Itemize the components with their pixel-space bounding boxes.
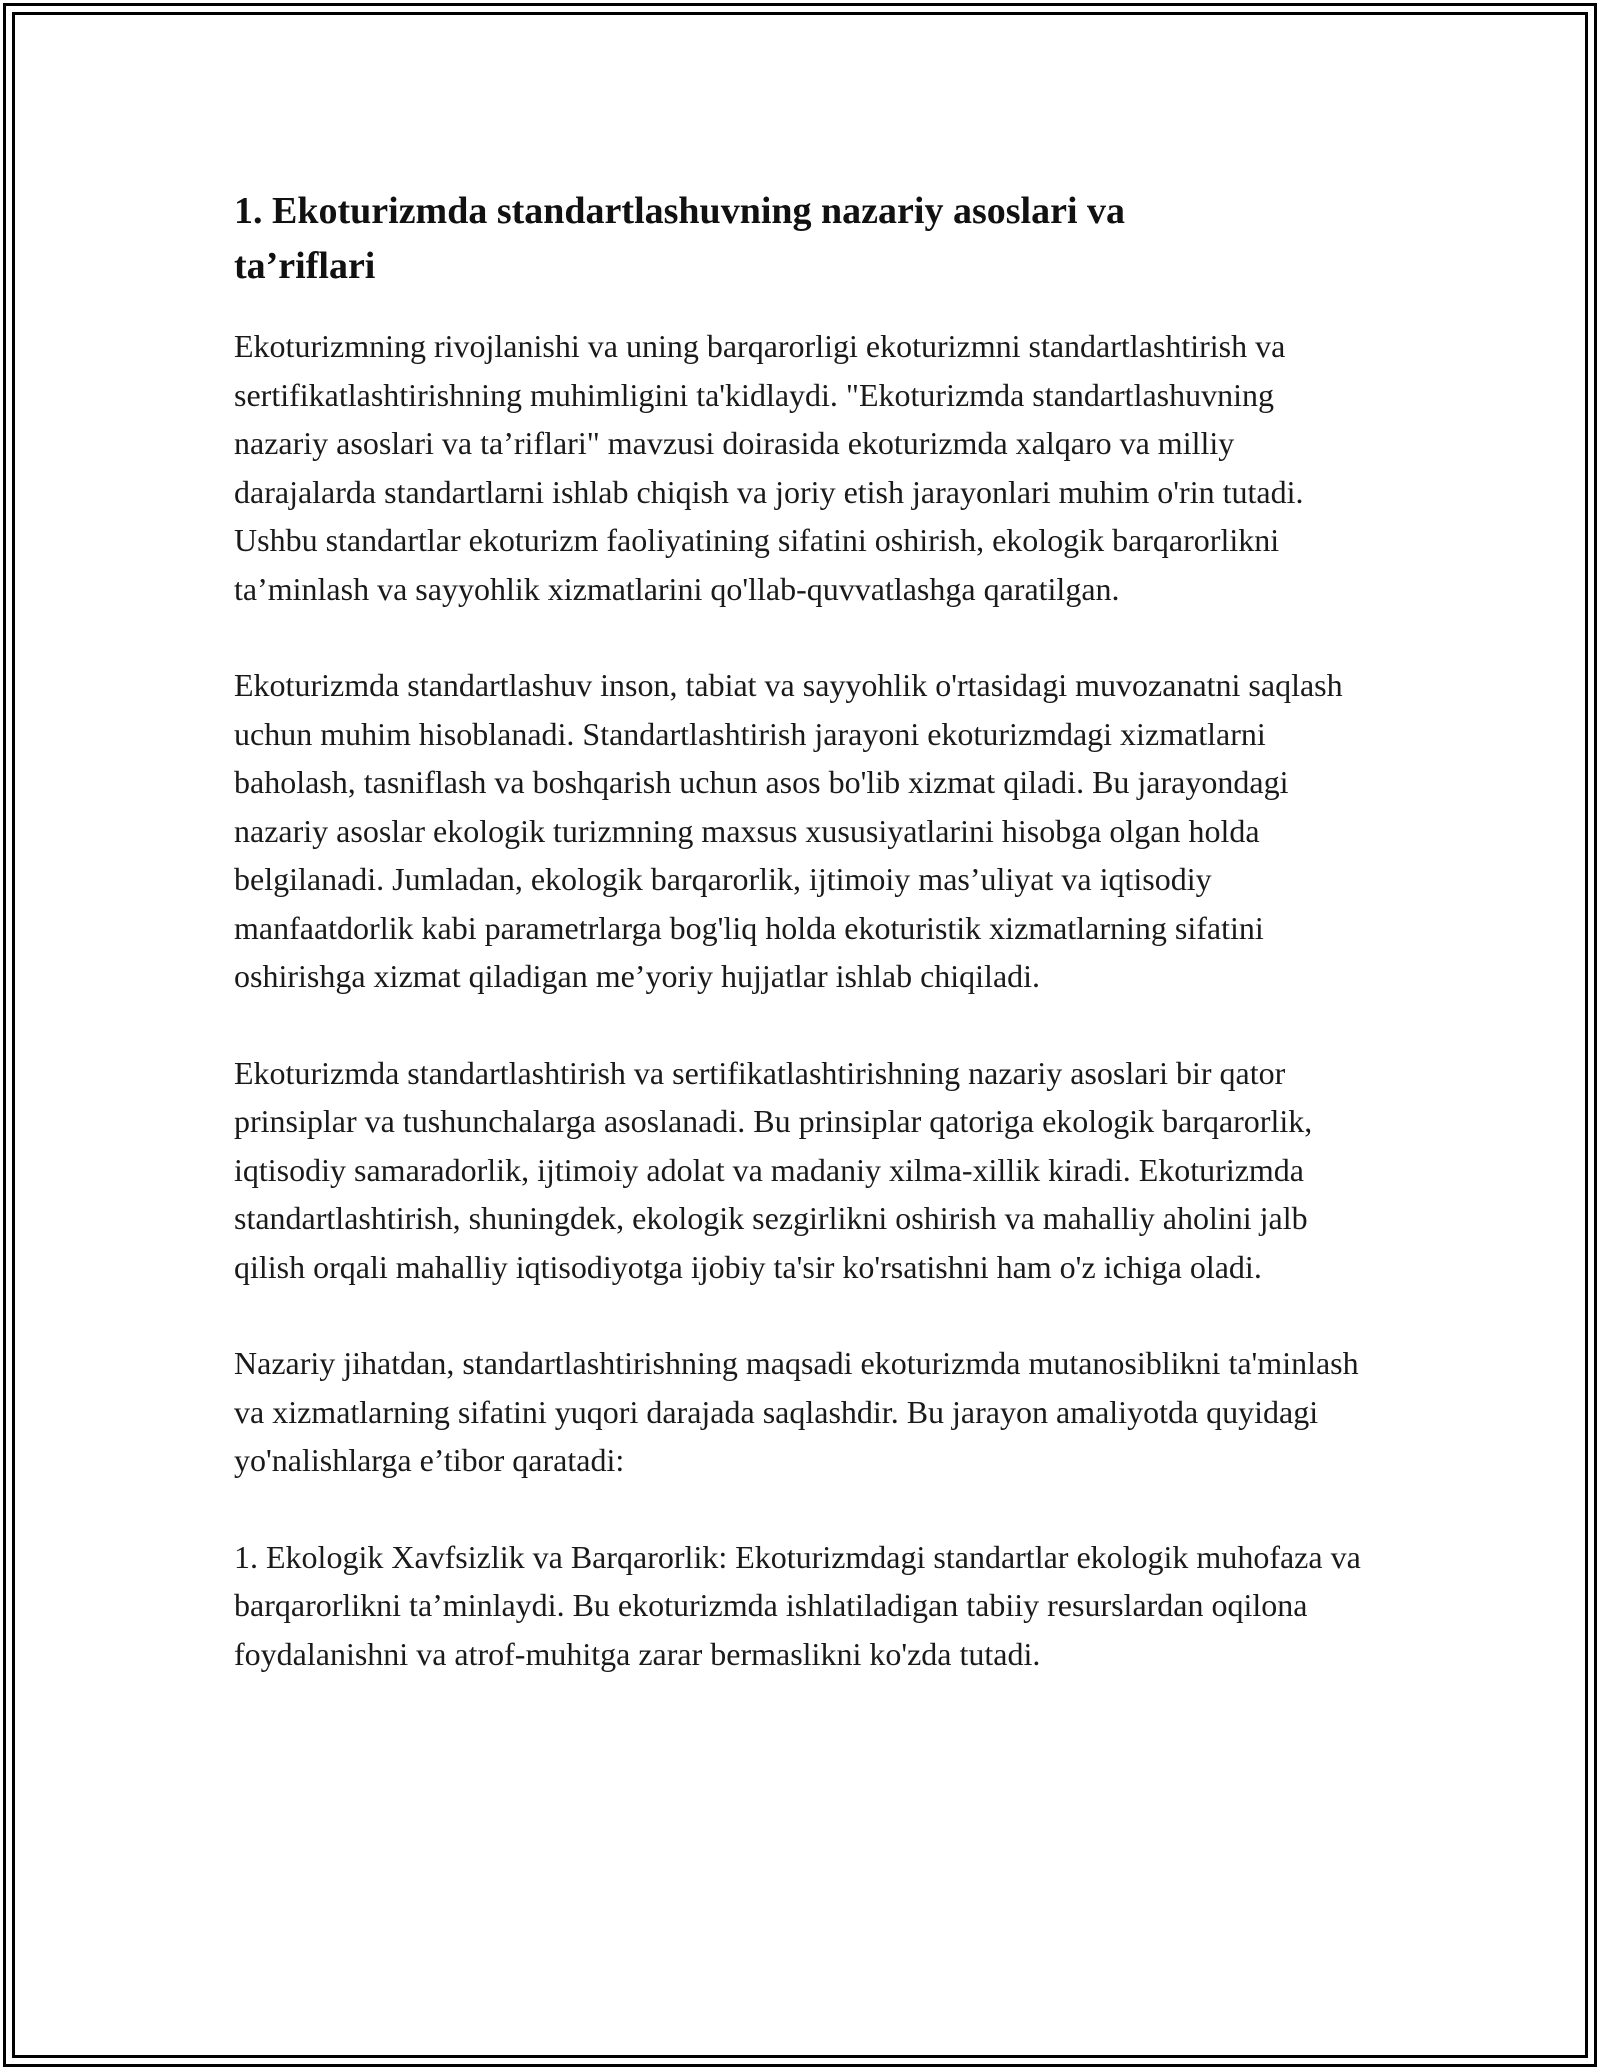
paragraph-intro: Ekoturizmning rivojlanishi va uning barqarorligi ekoturizmni standartlashtirish va sertifikatlashtirishning muhimligini ta'kidlaydi. "Ekoturizmda standartlashuvning nazariy asoslari va ta’riflari" mavzusi doirasida ekoturizmda xalqaro va milliy darajalarda standartlarni ishlab chiqish va joriy etish jarayonlari muhim o'rin tutadi. Ushbu standartlar ekoturizm faoliyatining sifatini oshirish, ekologik barqarorlikni ta’minlash va sayyohlik xizmatlarini qo'llab-quvvatlashga qaratilgan.: [234, 328, 1304, 607]
paragraph-theory: Nazariy jihatdan, standartlashtirishning maqsadi ekoturizmda mutanosiblikni ta'minlash va xizmatlarning sifatini yuqori darajada saqlashdir. Bu jarayon amaliyotda quyidagi yo'nalishlarga e’tibor qaratadi:: [234, 1345, 1359, 1478]
list-item-ecological-safety: 1. Ekologik Xavfsizlik va Barqarorlik: Ekoturizmdagi standartlar ekologik muhofaza va barqarorlikni ta’minlaydi. Bu ekoturizmda ishlatiladigan tabiiy resurslardan oqilona foydalanishni va atrof-muhitga zarar bermaslikni ko'zda tutadi.: [234, 1538, 1361, 1672]
paragraph-principles: Ekoturizmda standartlashtirish va sertifikatlashtirishning nazariy asoslari bir qator prinsiplar va tushunchalarga asoslanadi. Bu prinsiplar qatoriga ekologik barqarorlik, iqtisodiy samaradorlik, ijtimoiy adolat va madaniy xilma-xillik kiradi. Ekoturizmda standartlashtirish, shuningdek, ekologik sezgirlikni oshirish va mahalliy aholini jalb qilish orqali mahalliy iqtisodiyotga ijobiy ta'sir ko'rsatishni ham o'z ichiga oladi.: [234, 1054, 1313, 1285]
section-heading: 1. Ekoturizmda standartlashuvning nazariy asoslari va ta’riflari: [234, 190, 1125, 287]
paragraph-balance: Ekoturizmda standartlashuv inson, tabiat va sayyohlik o'rtasidagi muvozanatni saqlash uchun muhim hisoblanadi. Standartlashtirish jarayoni ekoturizmdagi xizmatlarni baholash, tasniflash va boshqarish uchun asos bo'lib xizmat qiladi. Bu jarayondagi nazariy asoslar ekologik turizmning maxsus xususiyatlarini hisobga olgan holda belgilanadi. Jumladan, ekologik barqarorlik, ijtimoiy mas’uliyat va iqtisodiy manfaatdorlik kabi parametrlarga bog'liq holda ekoturistik xizmatlarning sifatini oshirishga xizmat qiladigan me’yoriy hujjatlar ishlab chiqiladi.: [234, 667, 1343, 994]
document-body: [234, 184, 1374, 1726]
